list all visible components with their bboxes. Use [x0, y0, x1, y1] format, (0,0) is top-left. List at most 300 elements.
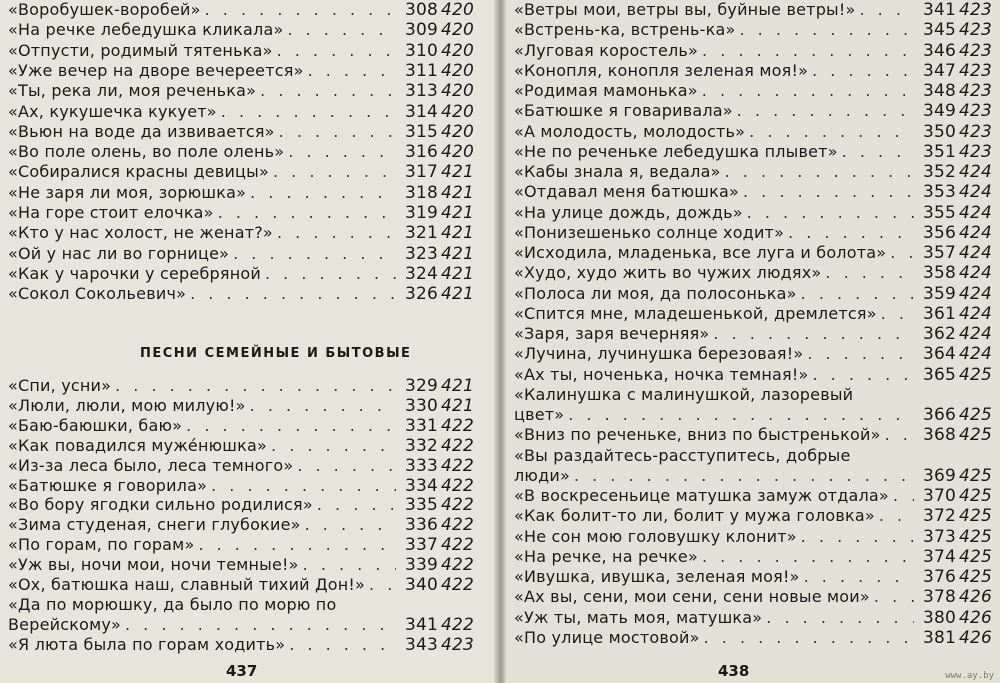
toc-entry-title: «Встрень-ка, встрень-ка»: [514, 20, 736, 40]
dot-leader: [125, 615, 396, 635]
toc-entry-title: «Как болит-то ли, болит у мужа головка»: [514, 506, 875, 526]
toc-entry-title: «Зима студеная, снеги глубокие»: [8, 515, 301, 535]
toc-entry: [514, 547, 992, 567]
toc-entry-title: «Из-за леса было, леса темного»: [8, 455, 294, 475]
toc-entry-notes-page: 426: [958, 627, 992, 648]
dot-leader: [743, 182, 914, 202]
toc-entry-text-page: 339: [404, 555, 438, 576]
toc-entry: [514, 122, 992, 142]
toc-entry-title: «Родимая мамонька»: [514, 81, 698, 100]
toc-entry: [8, 515, 474, 535]
toc-entry: [8, 81, 474, 101]
toc-entry-title: «Лучина, лучинушка березовая!»: [514, 344, 804, 364]
toc-entry-title: «Вниз по реченьке, вниз по быстренькой»: [514, 425, 881, 445]
toc-entry: [8, 456, 474, 476]
toc-entry-text-page: 370: [922, 486, 956, 506]
toc-entry: [514, 81, 992, 101]
toc-entry: [514, 243, 992, 263]
toc-entry-text-page: 381: [922, 627, 956, 648]
dot-leader: [218, 203, 396, 223]
toc-entry-notes-page: 421: [440, 203, 474, 223]
toc-entry-text-page: 323: [404, 243, 438, 264]
dot-leader: [221, 102, 396, 122]
toc-entry: [8, 20, 474, 40]
toc-entry: [8, 142, 474, 162]
toc-entry-text-page: 313: [404, 81, 438, 102]
toc-entry: [8, 635, 474, 655]
toc-entry-text-page: 368: [922, 425, 956, 446]
toc-entry: [514, 567, 992, 587]
toc-entry-notes-page: 423: [958, 0, 992, 20]
toc-entry: [8, 595, 474, 615]
toc-entry: [8, 436, 474, 456]
toc-entry-notes-page: 420: [440, 60, 474, 81]
toc-entry-notes-page: 422: [440, 555, 474, 576]
toc-entry-title: «Ах, кукушечка кукует»: [8, 101, 217, 121]
toc-entry-title: «Худо, худо жить во чужих людях»: [514, 263, 822, 283]
toc-entry-notes-page: 424: [958, 243, 992, 263]
toc-entry-title: «Уже вечер на дворе вечереется»: [8, 60, 304, 80]
toc-entry-title: «Отдавал меня батюшка»: [514, 182, 739, 202]
toc-entry-notes-page: 423: [958, 101, 992, 122]
toc-entry-text-page: 319: [404, 203, 438, 223]
toc-entry-notes-page: 423: [958, 60, 992, 81]
toc-entry-notes-page: 422: [440, 575, 474, 595]
dot-leader: [265, 264, 396, 284]
toc-entry-notes-page: 422: [440, 535, 474, 556]
dot-leader: [287, 20, 396, 40]
toc-entry: [514, 608, 992, 628]
toc-entry-text-page: 310: [404, 40, 438, 61]
toc-entry-text-page: 326: [404, 284, 438, 305]
toc-entry: [514, 446, 992, 466]
toc-entry-title: «Полоса ли моя, да полосонька»: [514, 283, 797, 303]
toc-entry: [514, 223, 992, 243]
toc-entry-text-page: 374: [922, 546, 956, 567]
dot-leader: [702, 41, 914, 61]
toc-entry: [514, 41, 992, 61]
toc-entry-notes-page: 422: [440, 475, 474, 496]
dot-leader: [308, 61, 396, 81]
dot-leader: [288, 142, 396, 162]
toc-entry-notes-page: 425: [958, 486, 992, 506]
toc-entry-text-page: 345: [922, 20, 956, 41]
toc-entry-title: «Я люта была по горам ходить»: [8, 634, 286, 654]
toc-entry-text-page: 348: [922, 81, 956, 101]
dot-leader: [369, 575, 396, 595]
toc-entry: [514, 486, 992, 506]
toc-entry-notes-page: 420: [440, 40, 474, 61]
toc-entry-notes-page: 421: [440, 182, 474, 203]
toc-entry-title: «Во поле олень, во поле олень»: [8, 142, 285, 162]
toc-entry-notes-page: 425: [958, 405, 992, 425]
toc-entry-title: «Как у чарочки у серебряной: [8, 263, 261, 283]
toc-entry-notes-page: 422: [440, 515, 474, 536]
toc-entry: [514, 506, 992, 526]
toc-entry: [514, 142, 992, 162]
toc-entry-text-page: 308: [404, 0, 438, 20]
toc-entry: [514, 344, 992, 364]
toc-entry-title: цвет»: [514, 405, 565, 424]
toc-entry: [514, 203, 992, 223]
toc-entry-notes-page: 422: [440, 435, 474, 456]
toc-entry-notes-page: 423: [958, 40, 992, 61]
dot-leader: [260, 81, 396, 101]
toc-entry-title: «Как повадился муже́нюшка»: [8, 435, 268, 455]
toc-entry-title: «Во бору ягодки сильно родилися»: [8, 495, 313, 515]
toc-entry: [8, 223, 474, 243]
toc-entry-notes-page: 423: [958, 81, 992, 101]
toc-entry-text-page: 350: [922, 121, 956, 142]
toc-entry-text-page: 353: [922, 182, 956, 203]
watermark: www.ay.by: [945, 671, 994, 681]
toc-entry-title: «Кабы знала я, ведала»: [514, 162, 721, 181]
dot-leader: [233, 244, 396, 264]
toc-entry-notes-page: 421: [440, 376, 474, 396]
page-number-left: 437: [226, 662, 258, 680]
toc-entry-text-page: 316: [404, 142, 438, 163]
dot-leader: [250, 396, 396, 416]
toc-entry-title: «На речке лебедушка кликала»: [8, 20, 284, 40]
toc-entry: [8, 396, 474, 416]
toc-entry-title: «Сокол Сокольевич»: [8, 284, 187, 304]
toc-entry-text-page: 334: [404, 475, 438, 496]
toc-entry-text-page: 359: [922, 283, 956, 304]
toc-entry-notes-page: 420: [440, 142, 474, 163]
dot-leader: [271, 436, 396, 456]
dot-leader: [893, 486, 914, 506]
toc-entry: [514, 20, 992, 40]
toc-entry-text-page: 315: [404, 121, 438, 142]
toc-entry-title: люди»: [514, 465, 570, 485]
dot-leader: [190, 284, 396, 304]
dot-leader: [303, 555, 396, 575]
dot-leader: [279, 122, 396, 142]
dot-leader: [885, 425, 914, 445]
dot-leader: [890, 243, 914, 263]
dot-leader: [766, 608, 914, 628]
toc-entry-notes-page: 424: [958, 263, 992, 284]
toc-entry-text-page: 380: [922, 607, 956, 628]
toc-entry-title: «На улице дождь, дождь»: [514, 202, 743, 222]
toc-entry: [8, 122, 474, 142]
toc-entry-text-page: 337: [404, 535, 438, 556]
toc-entry-text-page: 364: [922, 344, 956, 365]
dot-leader: [801, 284, 914, 304]
toc-entry-text-page: 373: [922, 526, 956, 547]
toc-entry: [8, 376, 474, 396]
dot-leader: [788, 223, 914, 243]
toc-entry-notes-page: 424: [958, 324, 992, 344]
toc-entry-notes-page: 421: [440, 263, 474, 284]
dot-leader: [277, 41, 396, 61]
dot-leader: [317, 495, 396, 515]
toc-entry-notes-page: 420: [440, 20, 474, 41]
dot-leader: [250, 183, 396, 203]
toc-entry-notes-page: 424: [958, 162, 992, 182]
toc-entry: [8, 284, 474, 304]
dot-leader: [297, 456, 396, 476]
toc-entry-title: «По улице мостовой»: [514, 627, 700, 647]
toc-entry: [514, 385, 992, 405]
toc-entry: [514, 101, 992, 121]
toc-entry-notes-page: 424: [958, 303, 992, 324]
toc-entry-text-page: 333: [404, 455, 438, 476]
toc-entry-title: «Луговая коростель»: [514, 40, 699, 60]
toc-entry-notes-page: 422: [440, 455, 474, 476]
dot-leader: [273, 162, 396, 182]
toc-entry-notes-page: 424: [958, 202, 992, 223]
toc-entry-title: «Баю-баюшки, баю»: [8, 415, 183, 435]
toc-entry-text-page: 352: [922, 162, 956, 182]
toc-entry-notes-page: 425: [958, 425, 992, 446]
toc-entry-text-page: 317: [404, 162, 438, 183]
toc-entry-title: Верейскому»: [8, 614, 121, 634]
toc-entry-title: «Вы раздайтесь-расступитесь, добрые: [514, 445, 851, 465]
toc-entry: [514, 61, 992, 81]
toc-entry: [8, 575, 474, 595]
toc-entry: [8, 555, 474, 575]
toc-entry: [514, 587, 992, 607]
toc-entry-text-page: 357: [922, 243, 956, 263]
toc-entry-notes-page: 423: [958, 121, 992, 142]
toc-entry-title: «Ах ты, ноченька, ночка темная!»: [514, 364, 809, 384]
dot-leader: [801, 527, 914, 547]
toc-entry-text-page: 332: [404, 435, 438, 456]
toc-entry-title: «Конопля, конопля зеленая моя!»: [514, 60, 809, 80]
toc-entry: [514, 182, 992, 202]
toc-entry-title: «Спится мне, младешенькой, дремлется»: [514, 303, 877, 323]
toc-entry-text-page: 330: [404, 395, 438, 416]
toc-entry-text-page: 365: [922, 364, 956, 385]
dot-leader: [881, 304, 914, 324]
dot-leader: [211, 476, 396, 496]
dot-leader: [737, 101, 914, 121]
toc-entry-text-page: 335: [404, 495, 438, 516]
toc-entry-text-page: 346: [922, 40, 956, 61]
toc-entry-title: «Ох, батюшка наш, славный тихий Дон!»: [8, 575, 366, 594]
toc-entry-title: «Не заря ли моя, зорюшка»: [8, 182, 247, 202]
toc-entry-text-page: 366: [922, 405, 956, 425]
toc-entry: [8, 162, 474, 182]
toc-entry-notes-page: 422: [440, 495, 474, 516]
toc-entry-title: «Кто у нас холост, не женат?»: [8, 223, 273, 243]
toc-entry-notes-page: 425: [958, 526, 992, 547]
dot-leader: [713, 324, 914, 344]
dot-leader: [289, 635, 396, 655]
toc-entry: [8, 476, 474, 496]
toc-entry: [514, 324, 992, 344]
dot-leader: [568, 405, 914, 425]
toc-entry-title: «По горам, по горам»: [8, 535, 195, 555]
toc-entry: [514, 263, 992, 283]
toc-entry-title: «Спи, усни»: [8, 376, 112, 395]
toc-entry: [514, 425, 992, 445]
toc-entry: [8, 203, 474, 223]
toc-entry-notes-page: 423: [440, 634, 474, 655]
toc-entry-title: «Не по реченьке лебедушка плывет»: [514, 141, 838, 161]
toc-entry-text-page: 369: [922, 465, 956, 486]
dot-leader: [702, 547, 914, 567]
toc-entry-notes-page: 423: [958, 141, 992, 162]
toc-entry-notes-page: 420: [440, 0, 474, 20]
toc-entry-text-page: 309: [404, 20, 438, 41]
toc-entry: [8, 264, 474, 284]
toc-entry-text-page: 341: [922, 0, 956, 20]
toc-entry-notes-page: 421: [440, 162, 474, 183]
toc-entry-notes-page: 421: [440, 284, 474, 305]
toc-entry-text-page: 343: [404, 634, 438, 655]
toc-entry-text-page: 378: [922, 587, 956, 608]
toc-entry-text-page: 324: [404, 263, 438, 284]
dot-leader: [198, 535, 396, 555]
dot-leader: [702, 81, 914, 101]
toc-entry-title: «В воскресеньице матушка замуж отдала»: [514, 486, 889, 505]
toc-entry: [8, 0, 474, 20]
toc-entry: [514, 162, 992, 182]
toc-entry-text-page: 349: [922, 101, 956, 122]
section-heading: ПЕСНИ СЕМЕЙНЫЕ И БЫТОВЫЕ: [140, 346, 412, 361]
toc-entry-title: «Вьюн на воде да извивается»: [8, 121, 275, 141]
toc-entry: [514, 0, 992, 20]
toc-entry: [8, 416, 474, 436]
dot-leader: [747, 203, 914, 223]
dot-leader: [749, 122, 914, 142]
toc-entry-text-page: 318: [404, 182, 438, 203]
toc-entry-title: «Отпусти, родимый тятенька»: [8, 40, 273, 60]
book-gutter: [494, 0, 506, 683]
toc-entry-title: «Воробушек-воробей»: [8, 0, 201, 19]
toc-entry: [514, 405, 992, 425]
toc-entry-notes-page: 421: [440, 395, 474, 416]
toc-entry-title: «Не сон мою головушку клонит»: [514, 526, 797, 546]
toc-entry-notes-page: 421: [440, 243, 474, 264]
dot-leader: [812, 365, 914, 385]
toc-entry-text-page: 362: [922, 324, 956, 344]
dot-leader: [574, 466, 914, 486]
toc-entry-text-page: 341: [404, 614, 438, 635]
toc-entry-notes-page: 422: [440, 614, 474, 635]
toc-entry-notes-page: 424: [958, 344, 992, 365]
dot-leader: [842, 142, 914, 162]
dot-leader: [739, 20, 914, 40]
toc-entry-text-page: 361: [922, 303, 956, 324]
dot-leader: [725, 162, 914, 182]
toc-entry: [8, 61, 474, 81]
toc-entry: [8, 183, 474, 203]
toc-entry: [8, 102, 474, 122]
toc-entry-text-page: 336: [404, 515, 438, 536]
toc-entry-notes-page: 425: [958, 567, 992, 587]
toc-entry-title: «Собиралися красны девицы»: [8, 162, 269, 182]
toc-entry-text-page: 340: [404, 575, 438, 595]
toc-entry-title: «Калинушка с малинушкой, лазоревый: [514, 384, 854, 404]
dot-leader: [305, 515, 396, 535]
toc-entry-notes-page: 425: [958, 364, 992, 385]
toc-entry-title: «На горе стоит елочка»: [8, 203, 214, 222]
dot-leader: [812, 61, 914, 81]
toc-entry-notes-page: 421: [440, 223, 474, 244]
toc-entry-title: «Понизешенько солнце ходит»: [514, 222, 785, 242]
toc-entry-title: «Ивушка, ивушка, зеленая моя!»: [514, 567, 800, 586]
toc-entry-text-page: 355: [922, 202, 956, 223]
toc-entry-title: «Батюшке я говорила»: [8, 475, 208, 495]
toc-entry-title: «Уж ты, мать моя, матушка»: [514, 607, 763, 627]
toc-entry-title: «Ой у нас ли во горнице»: [8, 243, 230, 263]
toc-entry: [514, 527, 992, 547]
toc-entry: [514, 365, 992, 385]
dot-leader: [704, 628, 914, 648]
toc-entry: [8, 535, 474, 555]
toc-entry: [514, 466, 992, 486]
dot-leader: [115, 376, 396, 396]
dot-leader: [874, 587, 914, 607]
page-number-right: 438: [718, 662, 750, 680]
toc-entry-title: «Батюшке я говаривала»: [514, 101, 733, 121]
toc-entry-text-page: 331: [404, 415, 438, 436]
toc-entry-title: «Исходила, младенька, все луга и болота»: [514, 243, 887, 262]
toc-entry-text-page: 321: [404, 223, 438, 244]
toc-entry-notes-page: 425: [958, 506, 992, 527]
toc-entry-notes-page: 422: [440, 415, 474, 436]
toc-entry-text-page: 356: [922, 222, 956, 243]
toc-entry-text-page: 372: [922, 506, 956, 527]
toc-entry-text-page: 347: [922, 60, 956, 81]
toc-entry-title: «Ветры мои, ветры вы, буйные ветры!»: [514, 0, 856, 19]
toc-entry-title: «А молодость, молодость»: [514, 121, 746, 141]
toc-entry-title: «На речке, на речке»: [514, 546, 698, 566]
toc-entry-notes-page: 420: [440, 81, 474, 102]
toc-entry: [8, 244, 474, 264]
toc-entry: [514, 628, 992, 648]
toc-entry-text-page: 314: [404, 101, 438, 122]
toc-entry-notes-page: 425: [958, 546, 992, 567]
toc-entry-title: «Да по морюшку, да было по морю по: [8, 594, 337, 614]
dot-leader: [205, 0, 396, 20]
toc-entry: [8, 615, 474, 635]
dot-leader: [804, 567, 914, 587]
toc-entry-title: «Ах вы, сени, мои сени, сени новые мои»: [514, 587, 870, 607]
toc-entry-notes-page: 423: [958, 20, 992, 41]
toc-entry-text-page: 358: [922, 263, 956, 284]
toc-entry-title: «Заря, заря вечерняя»: [514, 324, 710, 343]
dot-leader: [879, 506, 914, 526]
toc-entry-notes-page: 426: [958, 587, 992, 608]
toc-entry: [8, 495, 474, 515]
toc-entry-notes-page: 426: [958, 607, 992, 628]
toc-entry-notes-page: 420: [440, 121, 474, 142]
toc-entry: [514, 304, 992, 324]
dot-leader: [825, 263, 914, 283]
dot-leader: [186, 416, 396, 436]
toc-entry-title: «Ты, река ли, моя реченька»: [8, 81, 257, 101]
toc-entry-text-page: 329: [404, 376, 438, 396]
toc-entry-text-page: 351: [922, 141, 956, 162]
toc-entry-title: «Люли, люли, мою милую!»: [8, 395, 246, 415]
toc-entry-notes-page: 424: [958, 222, 992, 243]
toc-entry-title: «Уж вы, ночи мои, ночи темные!»: [8, 555, 299, 575]
toc-entry-text-page: 376: [922, 567, 956, 587]
toc-entry: [8, 41, 474, 61]
toc-entry-notes-page: 424: [958, 283, 992, 304]
dot-leader: [807, 344, 914, 364]
toc-entry-text-page: 311: [404, 60, 438, 81]
toc-entry: [514, 284, 992, 304]
toc-entry-notes-page: 424: [958, 182, 992, 203]
dot-leader: [277, 223, 396, 243]
toc-entry-notes-page: 420: [440, 101, 474, 122]
toc-entry-notes-page: 425: [958, 465, 992, 486]
